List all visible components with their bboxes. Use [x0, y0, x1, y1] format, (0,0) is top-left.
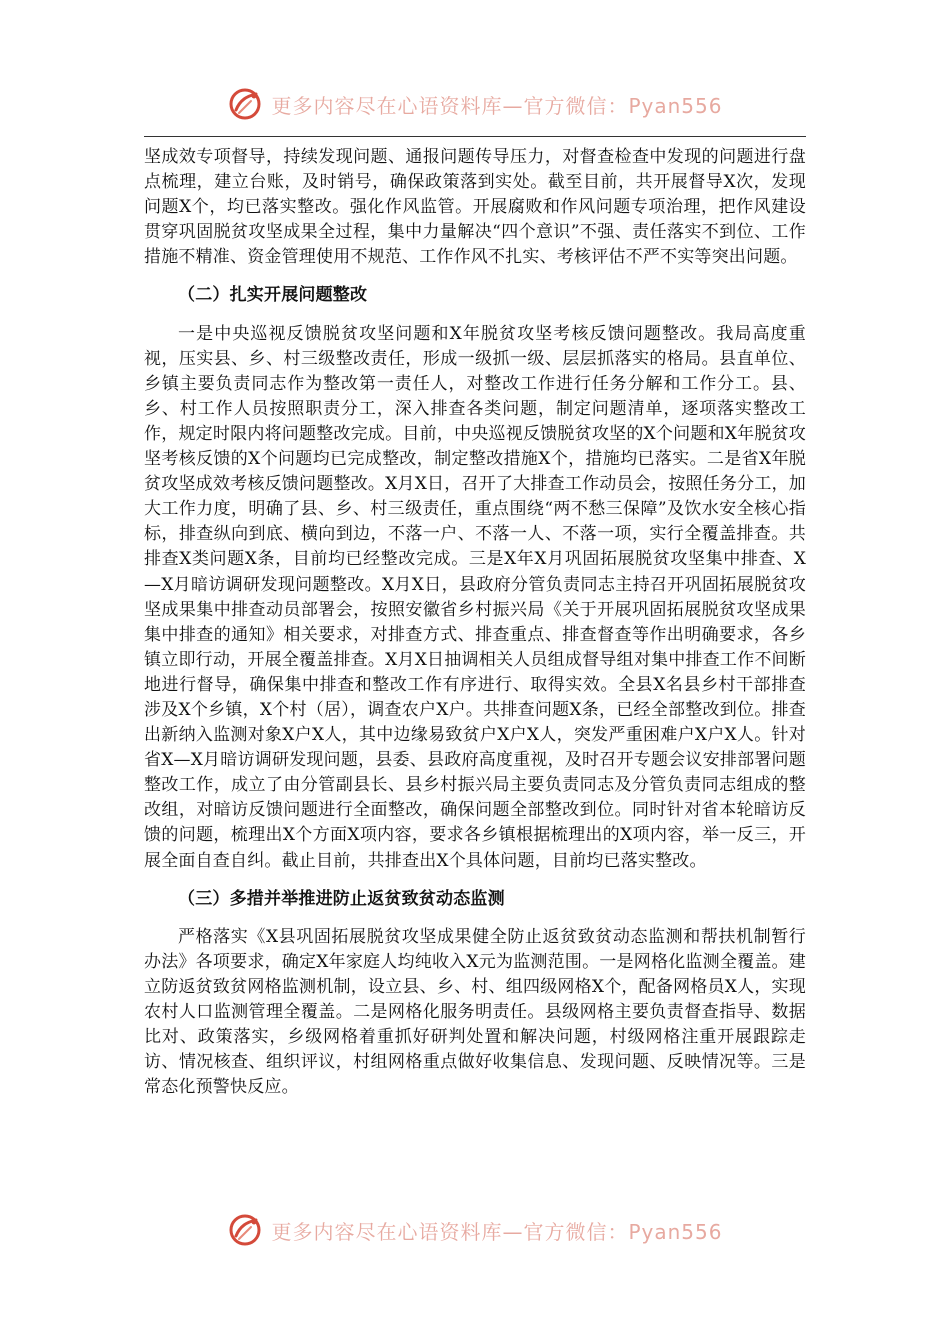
header-banner-text: 更多内容尽在心语资料库—官方微信：Pyan556: [271, 93, 723, 118]
section-heading-3: （三）多措并举推进防止返贫致贫动态监测: [178, 888, 505, 909]
paragraph-continued: 坚成效专项督导，持续发现问题、通报问题传导压力，对督查检查中发现的问题进行盘点梳理，建立台账，及时销号，确保政策落到实处。截至目前，共开展督导X次，发现问题X个，均已落实整改。强化作风监管。开展腐败和作风问题专项治理，把作风建设贯穿巩固脱贫攻坚成果全过程，集中力量解决“四个意识”不强、责任落实不到位、工作措施不精准、资金管理使用不规范、工作作风不扎实、考核评估不严不实等突出问题。: [144, 147, 806, 268]
paragraph-problem-rectification: 一是中央巡视反馈脱贫攻坚问题和X年脱贫攻坚考核反馈问题整改。我局高度重视，压实县、乡、村三级整改责任，形成一级抓一级、层层抓落实的格局。县直单位、乡镇主要负责同志作为整改第一责任人，对整改工作进行任务分解和工作分工。县、乡、村工作人员按照职责分工，深入排查各类问题，制定问题清单，逐项落实整改工作，规定时限内将问题整改完成。目前，中央巡视反馈脱贫攻坚的X个问题和X年脱贫攻坚考核反馈的X个问题均已完成整改，制定整改措施X个，措施均已落实。二是省X年脱贫攻坚成效考核反馈问题整改。X月X日，召开了大排查工作动员会，按照任务分工，加大工作力度，明确了县、乡、村三级责任，重点围绕“两不愁三保障”及饮水安全核心指标，排查纵向到底、横向到边，不落一户、不落一人、不落一项，实行全覆盖排查。共排查X类问题X条，目前均已经整改完成。三是X年X月巩固拓展脱贫攻坚集中排查、X—X月暗访调研发现问题整改。X月X日，县政府分管负责同志主持召开巩固拓展脱贫攻坚成果集中排查动员部署会，按照安徽省乡村振兴局《关于开展巩固拓展脱贫攻坚成果集中排查的通知》相关要求，对排查方式、排查重点、排查督查等作出明确要求，各乡镇立即行动，开展全覆盖排查。X月X日抽调相关人员组成督导组对集中排查工作不间断地进行督导，确保集中排查和整改工作有序进行、取得实效。全县X名县乡村干部排查涉及X个乡镇，X个村（居），调查农户X户。共排查问题X条，已经全部整改到位。排查出新纳入监测对象X户X人，其中边缘易致贫户X户X人，突发严重困难户X户X人。针对省X—X月暗访调研发现问题，县委、县政府高度重视，及时召开专题会议安排部署问题整改工作，成立了由分管副县长、县乡村振兴局主要负责同志及分管负责同志组成的整改组，对暗访反馈问题进行全面整改，确保问题全部整改到位。同时针对省本轮暗访反馈的问题，梳理出X个方面X项内容，要求各乡镇根据梳理出的X项内容，举一反三，开展全面自查自纠。截止目前，共排查出X个具体问题，目前均已落实整改。: [144, 323, 806, 871]
footer-banner-text: 更多内容尽在心语资料库—官方微信：Pyan556: [271, 1219, 723, 1244]
document-body: [144, 145, 806, 1100]
paragraph-dynamic-monitoring: 严格落实《X县巩固拓展脱贫攻坚成果健全防止返贫致贫动态监测和帮扶机制暂行办法》各项要求，确定X年家庭人均纯收入X元为监测范围。一是网格化监测全覆盖。建立防返贫致贫网格监测机制，设立县、乡、村、组四级网格X个，配备网格员X人，实现农村人口监测管理全覆盖。二是网格化服务明责任。县级网格主要负责督查指导、数据比对、政策落实，乡级网格着重抓好研判处置和解决问题，村级网格注重开展跟踪走访、情况核查、组织评议，村组网格重点做好收集信息、发现问题、反映情况等。三是常态化预警快反应。: [144, 926, 806, 1098]
header-divider: [144, 136, 806, 137]
header-banner: [0, 82, 950, 126]
brand-logo-icon: [227, 1212, 263, 1248]
brand-logo-icon: [227, 86, 263, 122]
section-heading-2: （二）扎实开展问题整改: [178, 285, 368, 306]
footer-banner: [0, 1208, 950, 1252]
